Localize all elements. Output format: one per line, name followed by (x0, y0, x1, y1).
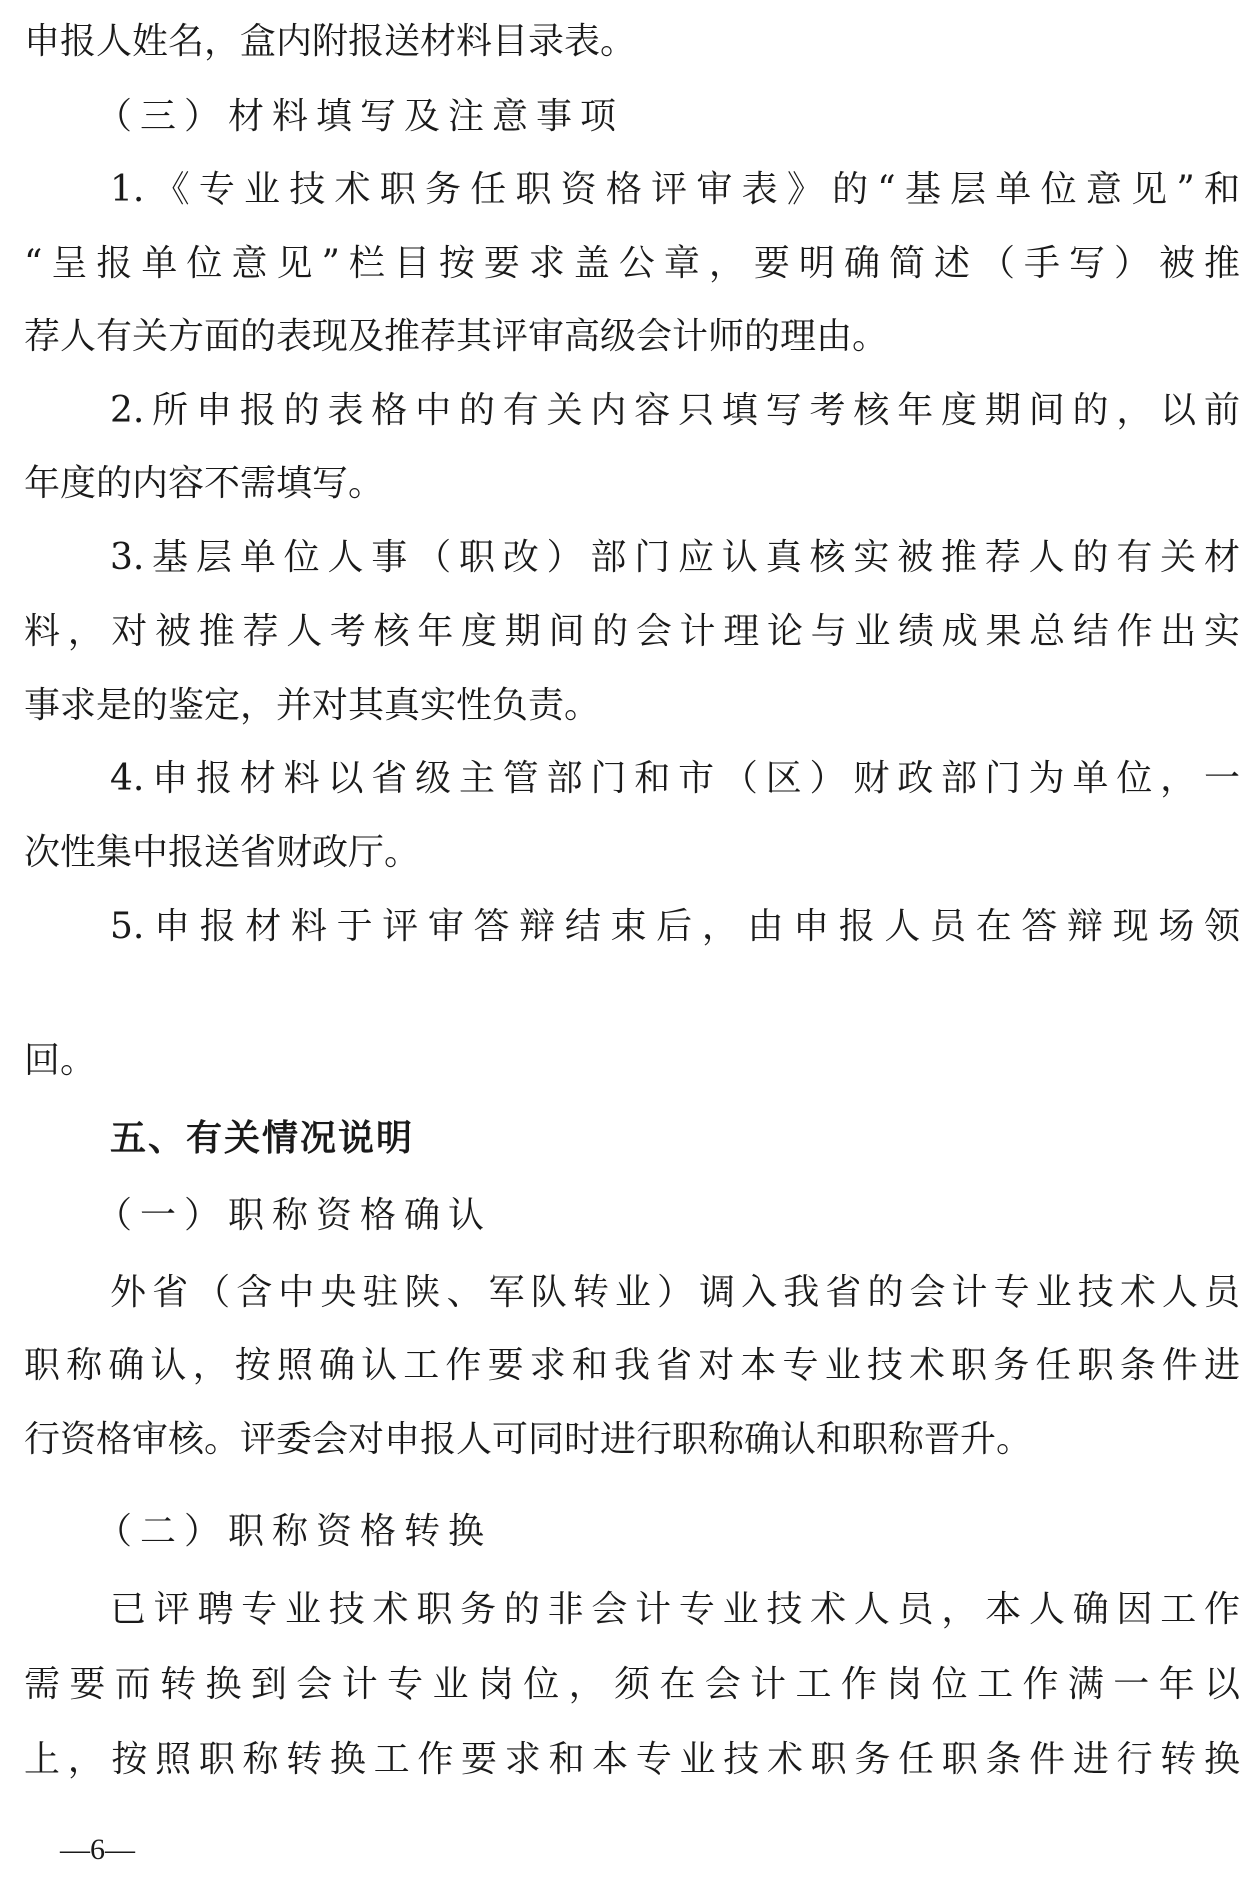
paragraph-line: 5.申报材料于评审答辩结束后，由申报人员在答辩现场领 (110, 906, 1240, 947)
subsection-title-materials: （三）材料填写及注意事项 (96, 96, 625, 137)
paragraph-line: 行资格审核。评委会对申报人可同时进行职称确认和职称晋升。 (24, 1419, 1033, 1460)
paragraph-line: 荐人有关方面的表现及推荐其评审高级会计师的理由。 (24, 316, 889, 357)
paragraph-line: 申报人姓名，盒内附报送材料目录表。 (24, 21, 637, 62)
subsection-title-conversion: （二）职称资格转换 (96, 1511, 493, 1552)
paragraph-line: 3.基层单位人事（职改）部门应认真核实被推荐人的有关材 (110, 537, 1240, 578)
subsection-title-confirmation: （一）职称资格确认 (96, 1195, 493, 1236)
paragraph-line: 事求是的鉴定，并对其真实性负责。 (24, 685, 601, 726)
page-number: —6— (60, 1833, 135, 1866)
paragraph-line: 2.所申报的表格中的有关内容只填写考核年度期间的，以前 (110, 390, 1240, 431)
section-heading: 五、有关情况说明 (110, 1118, 415, 1159)
paragraph-line: 外省（含中央驻陕、军队转业）调入我省的会计专业技术人员 (110, 1272, 1240, 1313)
paragraph-line: 上，按照职称转换工作要求和本专业技术职务任职条件进行转换 (24, 1739, 1240, 1780)
paragraph-line: 回。 (24, 1040, 97, 1081)
paragraph-line: 料，对被推荐人考核年度期间的会计理论与业绩成果总结作出实 (24, 611, 1240, 652)
paragraph-line: “呈报单位意见”栏目按要求盖公章，要明确简述（手写）被推 (24, 243, 1240, 284)
paragraph-line: 年度的内容不需填写。 (24, 463, 385, 504)
paragraph-line: 次性集中报送省财政厅。 (24, 832, 421, 873)
paragraph-line: 已评聘专业技术职务的非会计专业技术人员，本人确因工作 (110, 1589, 1240, 1630)
paragraph-line: 需要而转换到会计专业岗位，须在会计工作岗位工作满一年以 (24, 1664, 1240, 1705)
paragraph-line: 1.《专业技术职务任职资格评审表》的“基层单位意见”和 (110, 169, 1240, 210)
paragraph-line: 职称确认，按照确认工作要求和我省对本专业技术职务任职条件进 (24, 1345, 1240, 1386)
paragraph-line: 4.申报材料以省级主管部门和市（区）财政部门为单位，一 (110, 758, 1240, 799)
